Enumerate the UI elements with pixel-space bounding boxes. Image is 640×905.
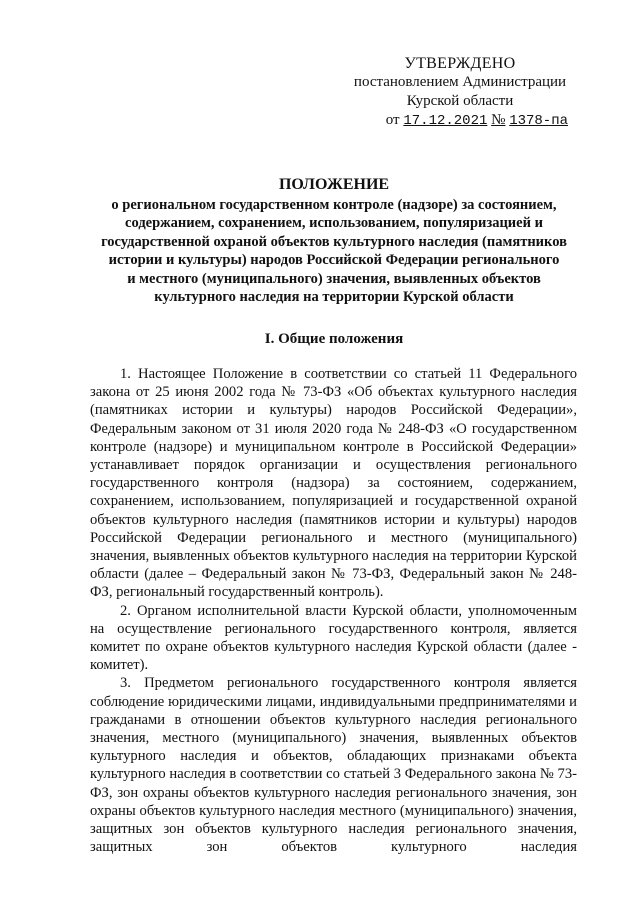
heading-line: культурного наследия на территории Курской области [154,289,514,305]
approval-date: 17.12.2021 [403,113,488,129]
document-heading [92,176,576,307]
approval-line-1: постановлением Администрации [353,74,567,90]
paragraph-3: 3. Предметом регионального государственного контроля является соблюдение юридическими лицами, индивидуальными предпринимателями и гражданами в отношении объектов культурного наследия регионального значения, местного (муниципального) значения, выявленных объектов культурного наследия и объектов, обладающих признаками объекта культурного наследия в соответствии со статьей 3 Федерального закона № 73-ФЗ, зон охраны объектов культурного наследия регионального значения, зон охраны объектов культурного наследия местного (муниципального) значения, защитных зон объектов культурного наследия регионального значения, защитных зон объектов культурного наследия [90,675,577,856]
heading-line: содержанием, сохранением, использованием, популяризацией и [125,215,543,231]
document-title: ПОЛОЖЕНИЕ [278,176,390,193]
paragraph-2: 2. Органом исполнительной власти Курской области, уполномоченным на осуществление регионального государственного контроля, является комитет по охране объектов культурного наследия Курской области (далее - комитет). [90,602,577,674]
number-prefix: № [491,112,506,128]
approval-title: УТВЕРЖДЕНО [404,55,516,72]
paragraph-1: 1. Настоящее Положение в соответствии со статьей 11 Федерального закона от 25 июня 2002 года № 73-ФЗ «Об объектах культурного наследия (памятниках истории и культуры) народов Российской Федерации», Федеральным законом от 31 июля 2020 года № 248-ФЗ «О государственном контроле (надзоре) и муниципальном контроле в Российской Федерации» устанавливает порядок организации и осуществления регионального государственного контроля (надзора) за состоянием, содержанием, сохранением, использованием, популяризацией и государственной охраной объектов культурного наследия (памятников истории и культуры) народов Российской Федерации регионального и местного (муниципального) значения, выявленных объектов культурного наследия на территории Курской области (далее – Федеральный закон № 73-ФЗ, Федеральный закон № 248-ФЗ, региональный государственный контроль). [90,366,577,601]
approval-number: 1378-па [509,113,568,129]
heading-line: государственной охраной объектов культурного наследия (памятников [101,233,567,250]
approval-date-line [340,111,580,131]
heading-line: и местного (муниципального) значения, выявленных объектов [127,270,541,287]
document-body [90,365,577,856]
approval-stamp [340,54,580,131]
date-prefix: от [385,112,400,128]
approval-line-2: Курской области [406,93,514,109]
heading-line: о региональном государственном контроле (надзоре) за состоянием, [111,196,557,213]
heading-line: истории и культуры) народов Российской Федерации регионального [108,252,560,268]
section-title: I. Общие положения [264,331,404,347]
